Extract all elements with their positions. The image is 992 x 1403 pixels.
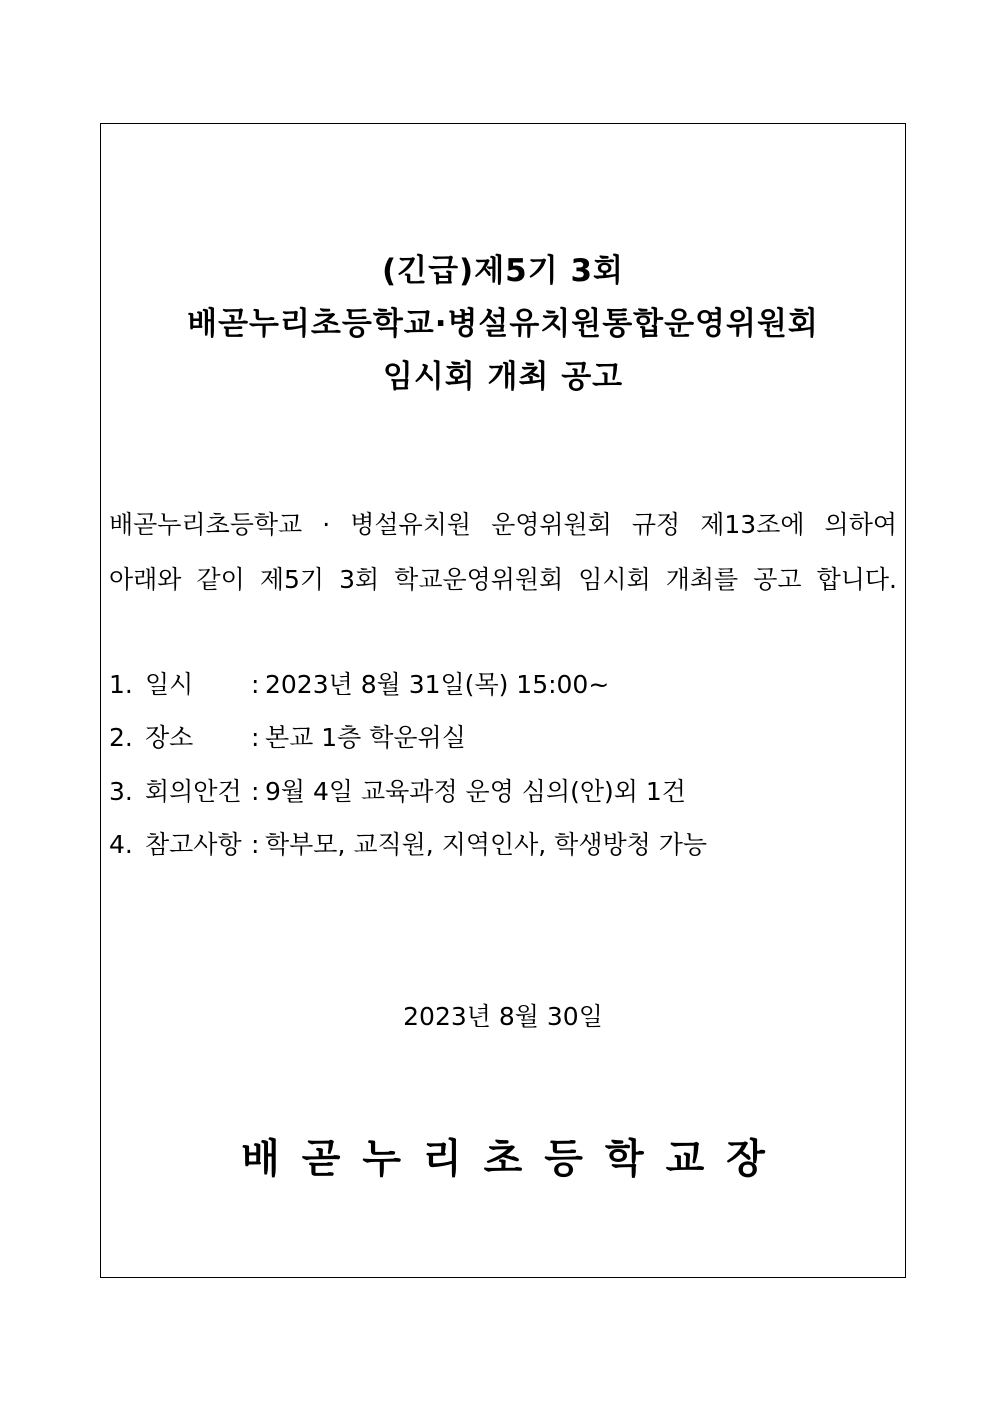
item-number: 3. (109, 777, 133, 806)
item-number: 1. (109, 670, 133, 699)
item-number: 4. (109, 830, 133, 859)
item-value: 본교 1층 학운위실 (265, 723, 466, 752)
item-value: 학부모, 교직원, 지역인사, 학생방청 가능 (265, 830, 708, 859)
item-label: 회의안건 (145, 777, 242, 806)
item-label: 장소 (145, 723, 194, 752)
notice-title-line-2: 배곧누리초등학교·병설유치원통합운영위원회 (187, 306, 819, 342)
item-value: 9월 4일 교육과정 운영 심의(안)외 1건 (265, 777, 686, 806)
notice-title-line-1: (긴급)제5기 3회 (382, 253, 624, 289)
item-colon: : (251, 670, 260, 699)
notice-date: 2023년 8월 30일 (403, 1002, 603, 1031)
item-schedule (109, 672, 609, 697)
item-number: 2. (109, 723, 133, 752)
intro-line-1: 배곧누리초등학교 · 병설유치원 운영위원회 규정 제13조에 의하여 (109, 510, 897, 539)
item-agenda (109, 779, 686, 804)
item-label: 참고사항 (145, 830, 242, 859)
item-colon: : (251, 777, 260, 806)
notice-frame (100, 123, 906, 1278)
notice-title-line-3: 임시회 개최 공고 (382, 359, 624, 395)
item-label: 일시 (145, 670, 194, 699)
item-colon: : (251, 830, 260, 859)
item-value: 2023년 8월 31일(목) 15:00~ (265, 670, 610, 699)
item-notes (109, 832, 707, 857)
signer-name: 배곧누리초등학교장 (241, 1136, 787, 1182)
intro-line-2: 아래와 같이 제5기 3회 학교운영위원회 임시회 개최를 공고 합니다. (109, 565, 897, 594)
item-location (109, 725, 466, 750)
item-colon: : (251, 723, 260, 752)
